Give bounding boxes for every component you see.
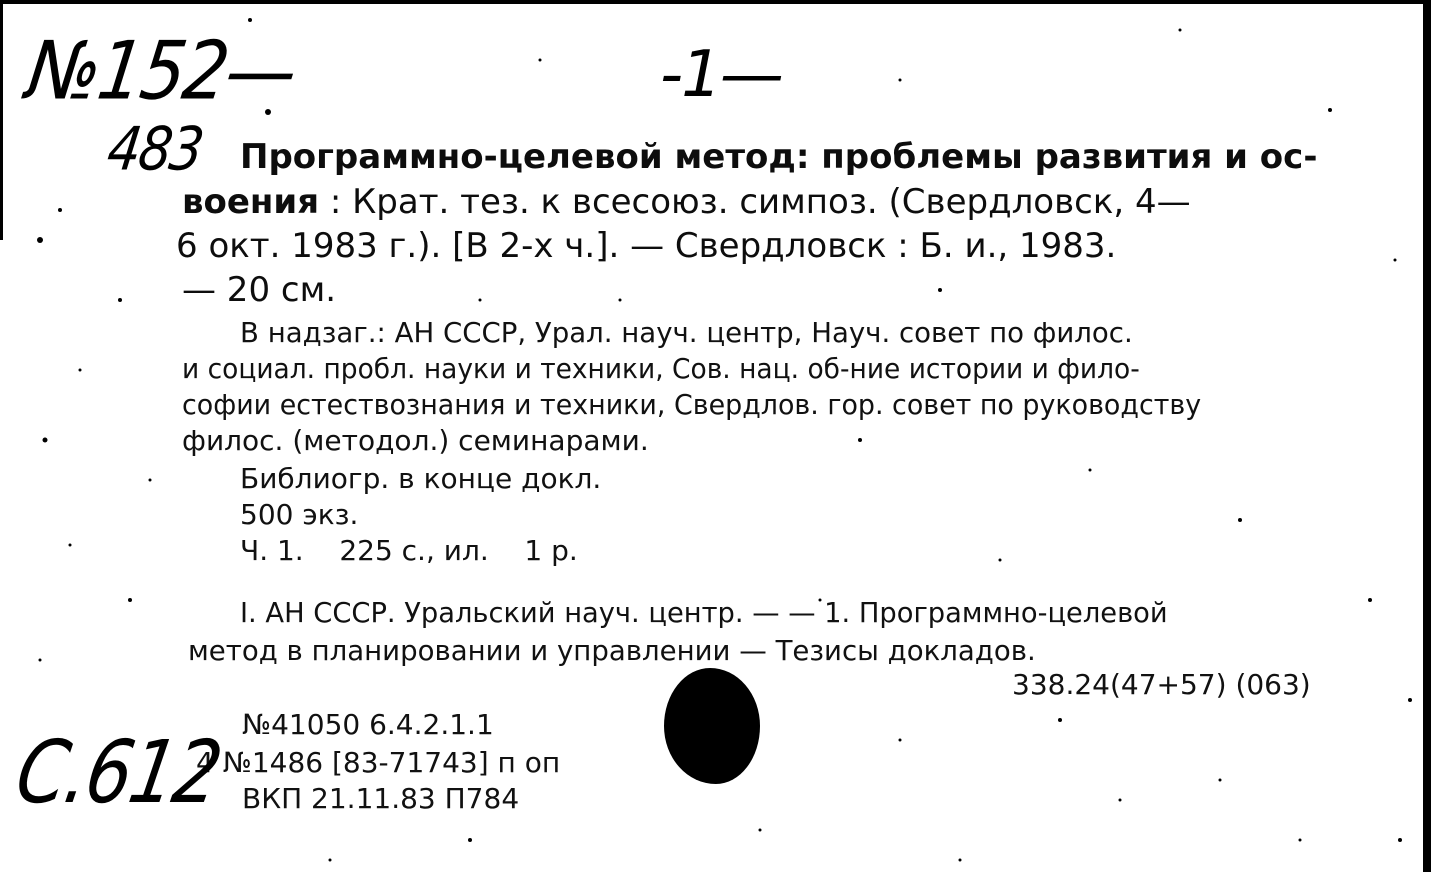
entry-title-line-1: Программно-целевой метод: проблемы развития и ос- (240, 137, 1318, 177)
ink-blot (664, 668, 760, 784)
registration-line-3: ВКП 21.11.83 П784 (242, 782, 520, 815)
handwritten-shelf-mark: №152— (21, 23, 302, 119)
note-bibliography: Библиогр. в конце докл. (240, 462, 602, 495)
handwritten-cipher: С.612 (9, 721, 228, 823)
entry-title-line-2: воения : Крат. тез. к всесоюз. симпоз. (Свердловск, 4— (182, 182, 1191, 222)
note-line-2: и социал. пробл. науки и техники, Сов. нац. об-ние истории и фило- (182, 352, 1140, 385)
handwritten-page-mark: -1— (660, 38, 782, 112)
note-part: Ч. 1. 225 с., ил. 1 р. (240, 534, 578, 567)
note-line-1: В надзаг.: АН СССР, Урал. науч. центр, Науч. совет по филос. (240, 316, 1133, 349)
registration-line-1: №41050 6.4.2.1.1 (242, 708, 494, 741)
note-copies: 500 экз. (240, 498, 359, 531)
note-line-4: филос. (методол.) семинарами. (182, 424, 649, 457)
registration-line-2: 4 №1486 [83-71743] п оп (196, 746, 561, 779)
indexing-line-2: метод в планировании и управлении — Тезисы докладов. (188, 634, 1036, 667)
classification-code: 338.24(47+57) (063) (1012, 668, 1311, 701)
entry-title-line-3: 6 окт. 1983 г.). [В 2-х ч.]. — Свердловск : Б. и., 1983. (176, 226, 1117, 266)
note-line-3: софии естествознания и техники, Свердлов. гор. совет по руководству (182, 388, 1202, 421)
indexing-line-1: I. АН СССР. Уральский науч. центр. — — 1. Программно-целевой (240, 596, 1168, 629)
entry-title-line-4: — 20 см. (182, 270, 337, 310)
handwritten-shelf-number: 483 (103, 115, 207, 185)
